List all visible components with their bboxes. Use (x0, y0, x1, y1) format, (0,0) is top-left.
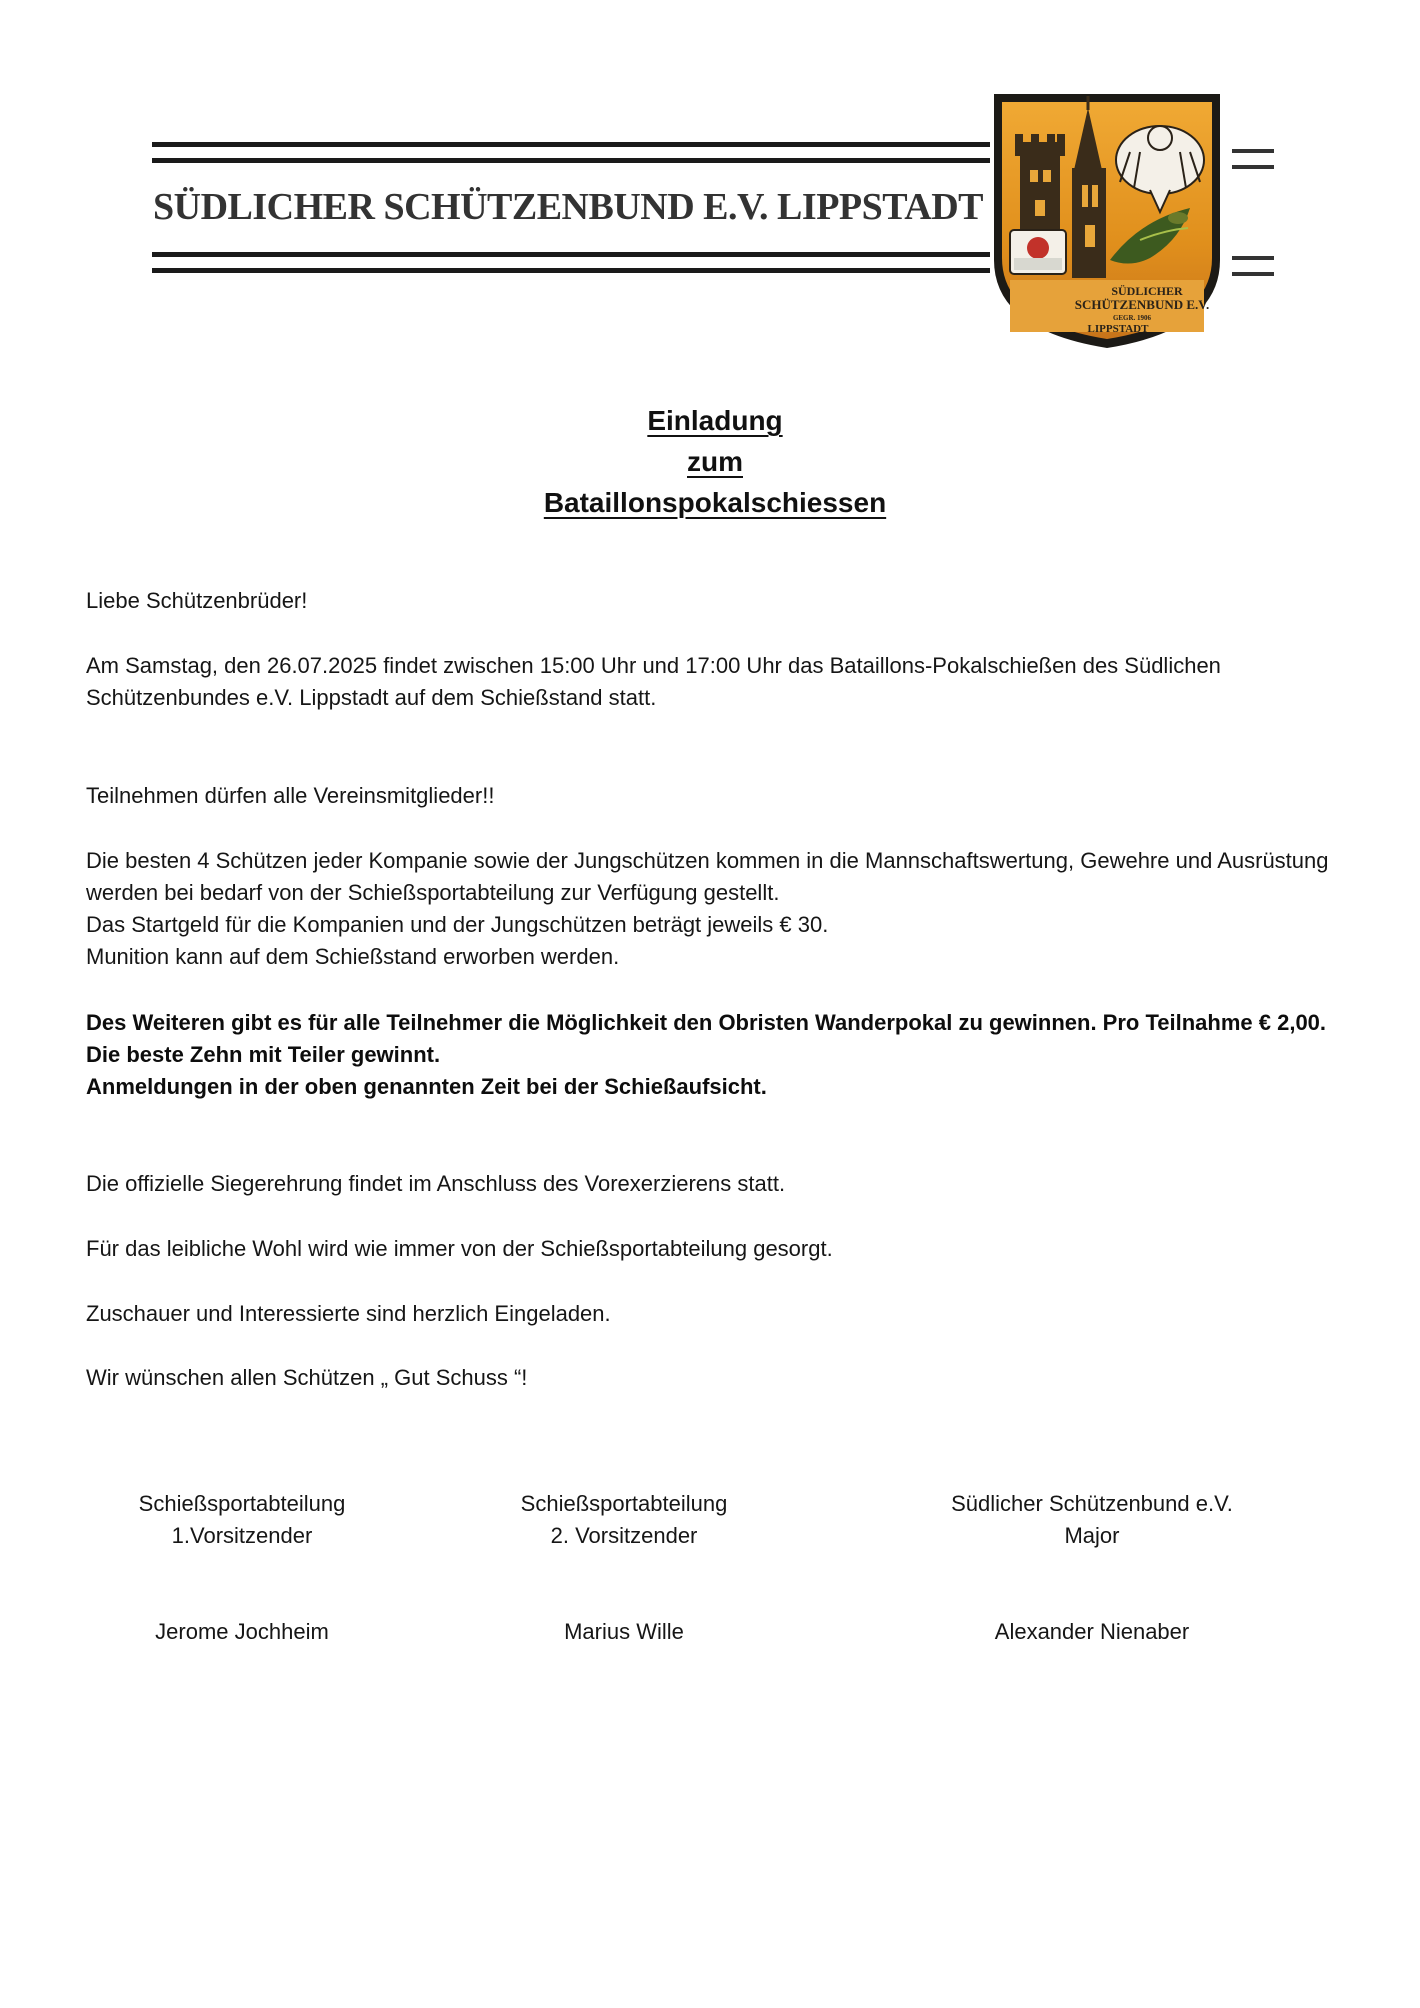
greeting-text: Liebe Schützenbrüder! (86, 588, 308, 613)
paragraph-participants-text: Teilnehmen dürfen alle Vereinsmitglieder!! (86, 783, 495, 808)
title-line-1: Einladung (647, 405, 783, 436)
club-crest-logo (990, 90, 1224, 352)
title-line-3: Bataillonspokalschiessen (543, 487, 887, 518)
signature-2-org: Schießsportabteilung (520, 1491, 728, 1516)
organization-name: SÜDLICHER SCHÜTZENBUND E.V. LIPPSTADT (153, 186, 984, 228)
header-side-bar-1 (1232, 149, 1274, 153)
paragraph-spectators (86, 1298, 1346, 1330)
signature-2-role: 2. Vorsitzender (550, 1523, 698, 1548)
crest-text-line1: SÜDLICHER (1111, 284, 1183, 298)
signature-2-name: Marius Wille (564, 1619, 684, 1644)
header-side-bar-3 (1232, 256, 1274, 260)
paragraph-closing-text: Wir wünschen allen Schützen „ Gut Schuss “! (86, 1365, 528, 1390)
paragraph-wanderpokal (86, 1007, 1346, 1103)
header-rule-bottom-2 (152, 268, 990, 273)
signature-block-1 (92, 1488, 392, 1648)
signature-1-role: 1.Vorsitzender (171, 1523, 313, 1548)
letterhead (0, 0, 1420, 360)
paragraph-ceremony-text: Die offizielle Siegerehrung findet im Anschluss des Vorexerzierens statt. (86, 1171, 786, 1196)
crest-text-line2: SCHÜTZENBUND E.V. (1074, 297, 1210, 312)
greeting (86, 585, 1346, 617)
signature-1-name: Jerome Jochheim (155, 1619, 329, 1644)
header-rule-bottom-1 (152, 252, 990, 257)
crest-text-line3: GEGR. 1906 (1112, 314, 1152, 322)
paragraph-registration-text: Anmeldungen in der oben genannten Zeit bei der Schießaufsicht. (86, 1074, 767, 1099)
paragraph-team-rules-text: Die besten 4 Schützen jeder Kompanie sowie der Jungschützen kommen in die Mannschaftswertung, Gewehre und Ausrüstung werden bei bedarf von der Schießsportabteilung zur Verfügung gestellt. (86, 848, 1329, 905)
paragraph-date-text: Am Samstag, den 26.07.2025 findet zwischen 15:00 Uhr und 17:00 Uhr das Bataillons-Pokalschießen des Südlichen Schützenbundes e.V. Lippstadt auf dem Schießstand statt. (86, 653, 1221, 710)
paragraph-closing (86, 1362, 1346, 1394)
signature-block-2 (474, 1488, 774, 1648)
paragraph-catering (86, 1233, 1346, 1265)
crest-text-line4: LIPPSTADT (1087, 323, 1149, 335)
paragraph-ammunition-text: Munition kann auf dem Schießstand erworben werden. (86, 944, 620, 969)
paragraph-wanderpokal-text: Des Weiteren gibt es für alle Teilnehmer die Möglichkeit den Obristen Wanderpokal zu gewinnen. Pro Teilnahme € 2,00. Die beste Zehn mit Teiler gewinnt. (86, 1010, 1327, 1067)
signature-3-role: Major (1064, 1523, 1120, 1548)
header-rule-top-2 (152, 158, 990, 163)
paragraph-ceremony (86, 1168, 1346, 1200)
signature-3-name: Alexander Nienaber (994, 1619, 1190, 1644)
header-side-bar-4 (1232, 272, 1274, 276)
title-line-2: zum (687, 446, 743, 477)
paragraph-participants (86, 780, 1346, 812)
paragraph-spectators-text: Zuschauer und Interessierte sind herzlich Eingeladen. (86, 1301, 611, 1326)
invitation-title (0, 400, 1420, 523)
signature-3-org: Südlicher Schützenbund e.V. (951, 1491, 1233, 1516)
signature-block-3 (912, 1488, 1272, 1648)
paragraph-team-rules (86, 845, 1346, 973)
paragraph-catering-text: Für das leibliche Wohl wird wie immer von der Schießsportabteilung gesorgt. (86, 1236, 833, 1261)
paragraph-entry-fee-text: Das Startgeld für die Kompanien und der Jungschützen beträgt jeweils € 30. (86, 912, 829, 937)
paragraph-date-info (86, 650, 1346, 714)
signature-1-org: Schießsportabteilung (138, 1491, 346, 1516)
header-side-bar-2 (1232, 165, 1274, 169)
header-rule-top-1 (152, 142, 990, 147)
